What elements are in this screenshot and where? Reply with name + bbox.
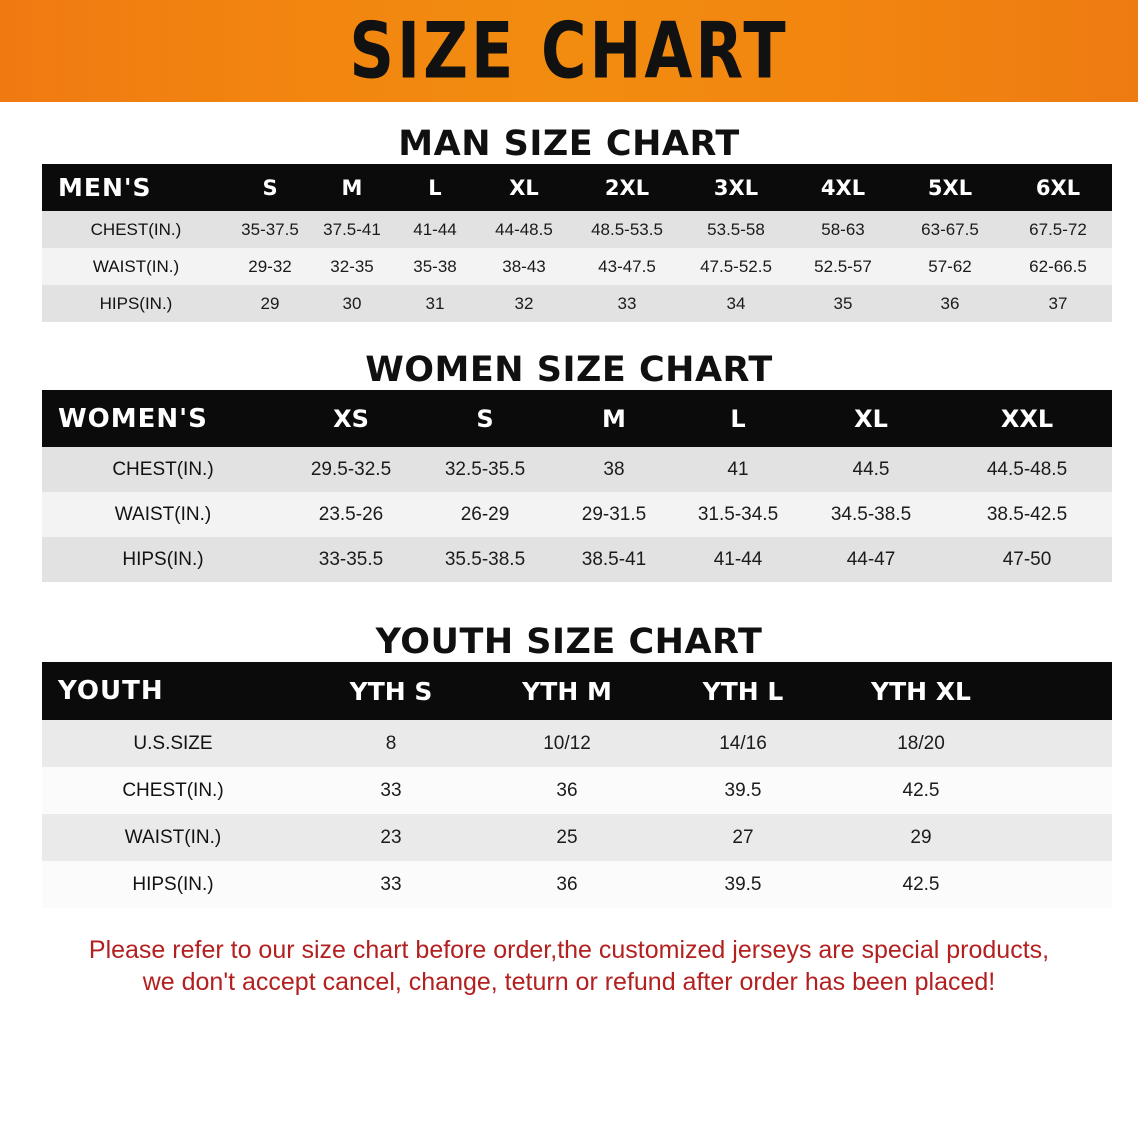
youth-row3-cell0: HIPS(IN.) — [132, 873, 214, 895]
women-row2-cell0: HIPS(IN.) — [122, 548, 204, 570]
women-row0-cell1: 29.5-32.5 — [310, 458, 392, 480]
youth-row0-cell2: 10/12 — [543, 732, 591, 754]
man-row2-cell7: 35 — [833, 293, 853, 313]
table-row — [42, 767, 1112, 814]
man-section-title: MAN SIZE CHART — [398, 124, 740, 164]
women-row1-cell2: 26-29 — [460, 503, 510, 525]
youth-header-cell-0: YOUTH — [58, 676, 164, 706]
table-row — [42, 447, 1112, 492]
man-row0-cell2: 37.5-41 — [323, 219, 381, 239]
youth-row1-cell3: 39.5 — [724, 779, 762, 801]
women-table-body — [42, 447, 1112, 582]
man-header-row — [42, 164, 1112, 211]
women-section-title: WOMEN SIZE CHART — [365, 350, 773, 390]
table-row — [42, 211, 1112, 248]
youth-row1-cell-spacer — [1012, 767, 1112, 814]
women-row2-cell4: 41-44 — [713, 548, 763, 570]
man-table-body — [42, 211, 1112, 322]
women-row1-cell4: 31.5-34.5 — [697, 503, 779, 525]
women-row0-cell5: 44.5 — [852, 458, 890, 480]
man-row2-cell1: 29 — [260, 293, 280, 313]
women-row1-cell5: 34.5-38.5 — [830, 503, 912, 525]
man-row1-cell6: 47.5-52.5 — [700, 256, 772, 276]
youth-row3-cell4: 42.5 — [902, 873, 940, 895]
youth-size-table-wrap — [42, 662, 1096, 908]
man-row0-cell5: 48.5-53.5 — [591, 219, 663, 239]
page-title: SIZE CHART — [349, 4, 789, 96]
youth-row1-cell4: 42.5 — [902, 779, 940, 801]
disclaimer-line-1: Please refer to our size chart before order,the customized jerseys are special products, — [88, 936, 1050, 964]
women-header-cell-3: M — [602, 404, 626, 433]
man-header-cell-0: MEN'S — [58, 173, 152, 202]
youth-header-cell-2: YTH M — [522, 676, 612, 706]
youth-header-cell-1: YTH S — [349, 676, 433, 706]
man-row0-cell7: 58-63 — [821, 219, 865, 239]
women-row2-cell5: 44-47 — [846, 548, 896, 570]
women-size-table-wrap — [42, 390, 1096, 582]
youth-table-head — [42, 662, 1112, 720]
women-row1-cell1: 23.5-26 — [318, 503, 384, 525]
man-row0-cell6: 53.5-58 — [707, 219, 765, 239]
women-row0-cell6: 44.5-48.5 — [986, 458, 1068, 480]
man-size-table — [42, 164, 1112, 322]
man-header-cell-2: M — [341, 175, 363, 200]
women-header-cell-6: XXL — [1000, 404, 1054, 433]
table-row — [42, 537, 1112, 582]
youth-size-table — [42, 662, 1112, 908]
man-row2-cell2: 30 — [342, 293, 362, 313]
man-row1-cell5: 43-47.5 — [598, 256, 656, 276]
man-row0-cell3: 41-44 — [413, 219, 457, 239]
man-size-table-wrap — [42, 164, 1096, 322]
man-header-cell-5: 2XL — [604, 175, 650, 200]
man-row2-cell3: 31 — [425, 293, 445, 313]
man-row2-cell5: 33 — [617, 293, 637, 313]
man-row1-cell9: 62-66.5 — [1029, 256, 1087, 276]
women-row2-cell3: 38.5-41 — [581, 548, 647, 570]
man-row0-cell9: 67.5-72 — [1029, 219, 1087, 239]
man-row1-cell0: WAIST(IN.) — [92, 256, 180, 276]
youth-row2-cell-spacer — [1012, 814, 1112, 861]
women-row2-cell6: 47-50 — [1002, 548, 1052, 570]
women-row1-cell3: 29-31.5 — [581, 503, 647, 525]
youth-row2-cell3: 27 — [732, 826, 754, 848]
man-row0-cell1: 35-37.5 — [241, 219, 299, 239]
youth-row3-cell2: 36 — [556, 873, 578, 895]
youth-row1-cell0: CHEST(IN.) — [122, 779, 224, 801]
youth-row3-cell1: 33 — [380, 873, 402, 895]
women-row1-cell6: 38.5-42.5 — [986, 503, 1068, 525]
youth-row2-cell0: WAIST(IN.) — [124, 826, 222, 848]
women-header-cell-2: S — [476, 404, 494, 433]
women-header-cell-0: WOMEN'S — [58, 403, 208, 434]
youth-row0-cell3: 14/16 — [719, 732, 767, 754]
man-header-cell-1: S — [262, 175, 278, 200]
youth-row2-cell4: 29 — [910, 826, 932, 848]
table-row — [42, 861, 1112, 908]
women-header-cell-4: L — [730, 404, 746, 433]
women-row0-cell0: CHEST(IN.) — [112, 458, 214, 480]
youth-header-cell-spacer — [1012, 662, 1112, 720]
man-header-cell-6: 3XL — [713, 175, 759, 200]
youth-row1-cell2: 36 — [556, 779, 578, 801]
youth-header-cell-4: YTH XL — [871, 676, 971, 706]
youth-row1-cell1: 33 — [380, 779, 402, 801]
man-row2-cell4: 32 — [514, 293, 534, 313]
man-row2-cell8: 36 — [940, 293, 960, 313]
table-row — [42, 248, 1112, 285]
disclaimer-line-2: we don't accept cancel, change, teturn or refund after order has been placed! — [142, 968, 996, 996]
table-row — [42, 720, 1112, 767]
table-row — [42, 814, 1112, 861]
youth-row3-cell-spacer — [1012, 861, 1112, 908]
man-header-cell-7: 4XL — [820, 175, 866, 200]
man-row2-cell9: 37 — [1048, 293, 1068, 313]
header-banner — [0, 0, 1138, 102]
man-header-cell-3: L — [428, 175, 442, 200]
man-row1-cell8: 57-62 — [928, 256, 972, 276]
table-row — [42, 492, 1112, 537]
man-row1-cell3: 35-38 — [413, 256, 457, 276]
youth-row3-cell3: 39.5 — [724, 873, 762, 895]
youth-row2-cell2: 25 — [556, 826, 578, 848]
women-size-table — [42, 390, 1112, 582]
women-row0-cell4: 41 — [727, 458, 749, 480]
man-row2-cell0: HIPS(IN.) — [99, 293, 173, 313]
man-header-cell-8: 5XL — [927, 175, 973, 200]
man-table-head — [42, 164, 1112, 211]
youth-table-body — [42, 720, 1112, 908]
man-row1-cell1: 29-32 — [248, 256, 292, 276]
youth-section-title: YOUTH SIZE CHART — [375, 622, 763, 662]
youth-row0-cell-spacer — [1012, 720, 1112, 767]
table-row — [42, 285, 1112, 322]
women-row2-cell2: 35.5-38.5 — [444, 548, 526, 570]
man-header-cell-4: XL — [509, 175, 539, 200]
disclaimer-note — [40, 934, 1098, 998]
youth-header-row — [42, 662, 1112, 720]
man-row0-cell0: CHEST(IN.) — [90, 219, 182, 239]
women-table-head — [42, 390, 1112, 447]
youth-row0-cell0: U.S.SIZE — [133, 732, 213, 754]
youth-header-cell-3: YTH L — [702, 676, 784, 706]
women-row0-cell2: 32.5-35.5 — [444, 458, 526, 480]
youth-row0-cell1: 8 — [385, 732, 397, 754]
man-row2-cell6: 34 — [726, 293, 746, 313]
youth-row2-cell1: 23 — [380, 826, 402, 848]
man-row1-cell7: 52.5-57 — [814, 256, 872, 276]
man-row0-cell8: 63-67.5 — [921, 219, 979, 239]
women-header-cell-5: XL — [854, 404, 888, 433]
women-row2-cell1: 33-35.5 — [318, 548, 384, 570]
women-row0-cell3: 38 — [603, 458, 625, 480]
women-header-cell-1: XS — [333, 404, 369, 433]
man-header-cell-9: 6XL — [1035, 175, 1081, 200]
man-row0-cell4: 44-48.5 — [495, 219, 553, 239]
women-header-row — [42, 390, 1112, 447]
women-row1-cell0: WAIST(IN.) — [114, 503, 212, 525]
man-row1-cell2: 32-35 — [330, 256, 374, 276]
man-row1-cell4: 38-43 — [502, 256, 546, 276]
youth-row0-cell4: 18/20 — [897, 732, 945, 754]
